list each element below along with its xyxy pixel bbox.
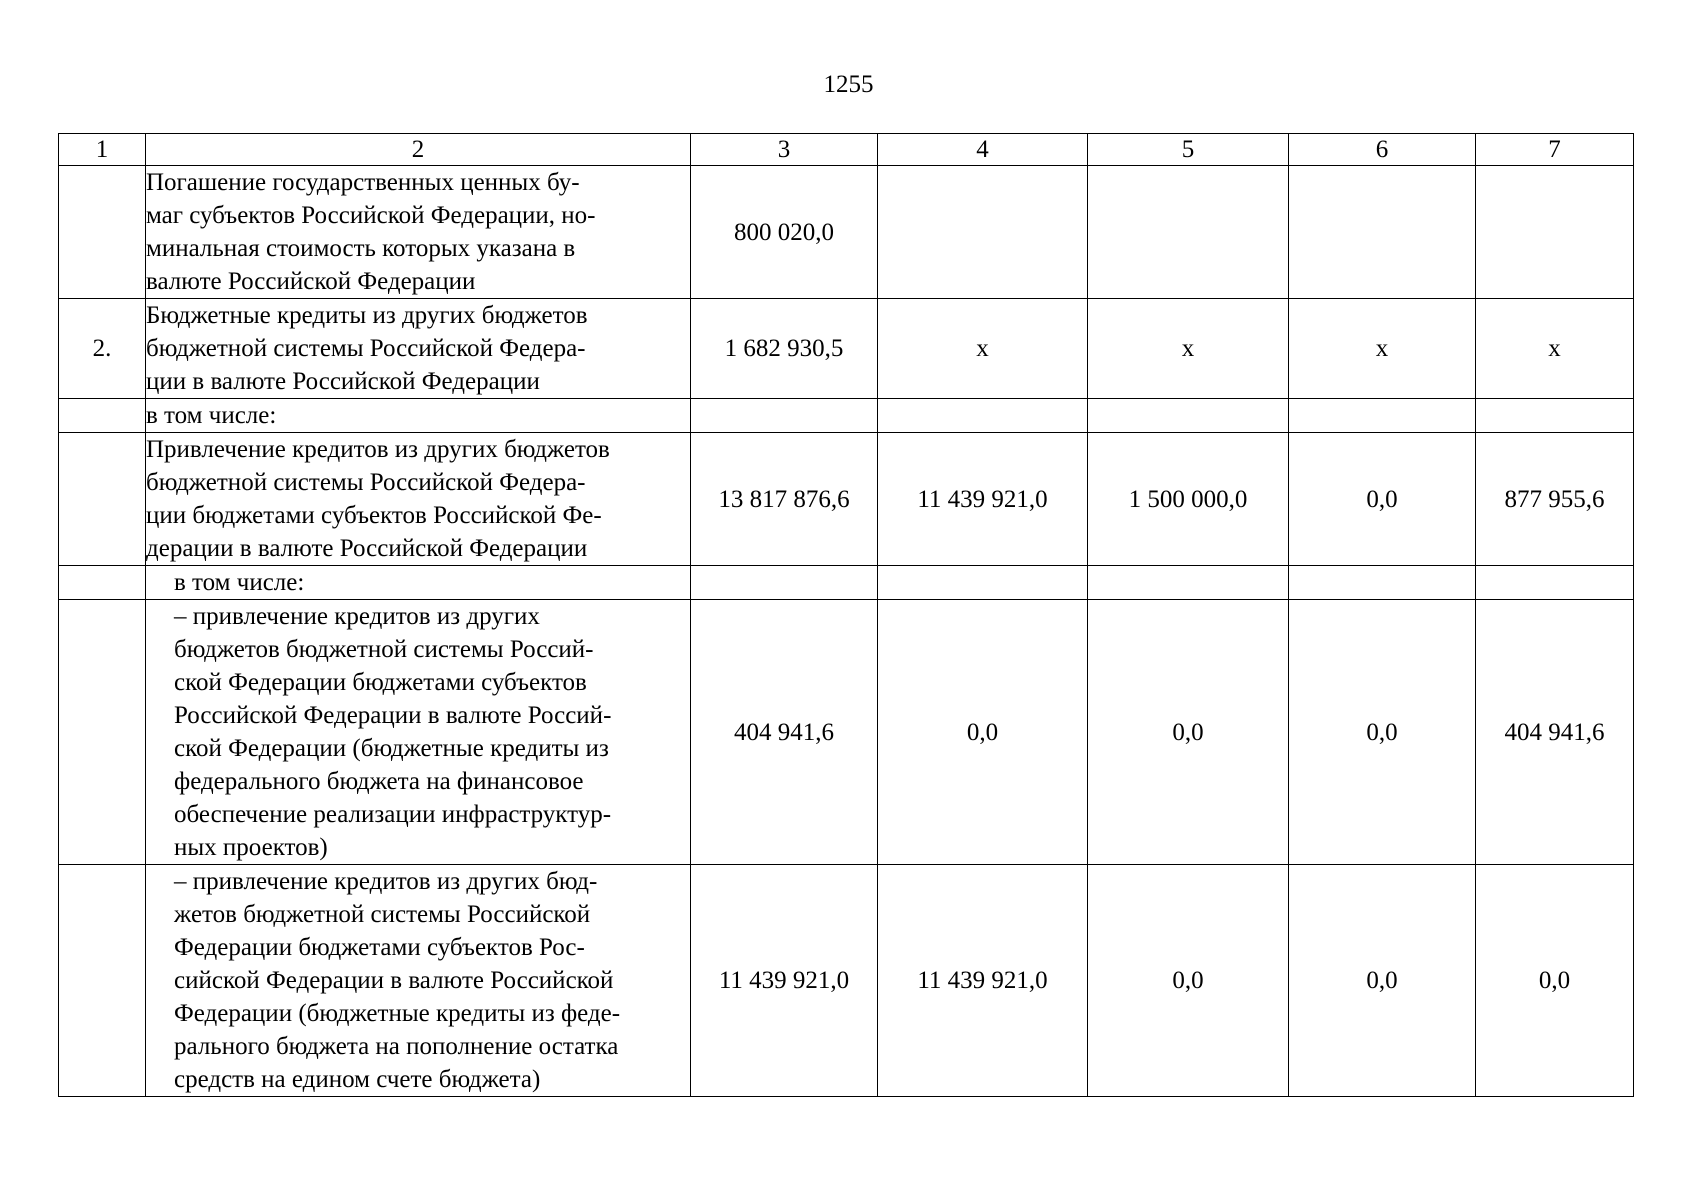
value-cell-col3: 404 941,6 <box>691 600 878 865</box>
description-line: – привлечение кредитов из других <box>174 603 540 630</box>
value-cell-col5: 0,0 <box>1088 865 1289 1097</box>
row-description-cell <box>146 566 691 600</box>
table-row <box>59 566 1634 600</box>
row-description-cell <box>146 433 691 566</box>
value-cell-col7: х <box>1476 299 1634 399</box>
value-cell-col6: 0,0 <box>1289 600 1476 865</box>
description-line: в том числе: <box>146 402 277 429</box>
row-number-cell <box>59 865 146 1097</box>
header-cell-6: 6 <box>1289 134 1476 166</box>
budget-sources-table <box>58 133 1634 1097</box>
table-row <box>59 299 1634 399</box>
value-cell-col5: х <box>1088 299 1289 399</box>
value-cell-col4: 0,0 <box>878 600 1088 865</box>
value-cell-col4 <box>878 399 1088 433</box>
value-cell-col7 <box>1476 166 1634 299</box>
description-line: минальная стоимость которых указана в <box>146 235 576 262</box>
table-row <box>59 865 1634 1097</box>
value-cell-col6: х <box>1289 299 1476 399</box>
header-cell-5: 5 <box>1088 134 1289 166</box>
row-number-cell: 2. <box>59 299 146 399</box>
table-row <box>59 399 1634 433</box>
row-description-cell <box>146 865 691 1097</box>
value-cell-col4: х <box>878 299 1088 399</box>
row-number-cell <box>59 566 146 600</box>
description-line: в том числе: <box>174 569 305 596</box>
description-line: ции бюджетами субъектов Российской Фе- <box>146 502 602 529</box>
column-number-header-row <box>59 134 1634 166</box>
page-number: 1255 <box>823 71 874 98</box>
value-cell-col5 <box>1088 566 1289 600</box>
table-row <box>59 166 1634 299</box>
description-line: валюте Российской Федерации <box>146 268 476 295</box>
table-row <box>59 433 1634 566</box>
description-line: средств на едином счете бюджета) <box>174 1066 541 1093</box>
description-line: маг субъектов Российской Федерации, но- <box>146 202 596 229</box>
description-line: Федерации бюджетами субъектов Рос- <box>174 934 585 961</box>
value-cell-col3: 13 817 876,6 <box>691 433 878 566</box>
value-cell-col7 <box>1476 566 1634 600</box>
row-description-cell <box>146 399 691 433</box>
description-line: рального бюджета на пополнение остатка <box>174 1033 619 1060</box>
value-cell-col6 <box>1289 166 1476 299</box>
header-cell-7: 7 <box>1476 134 1634 166</box>
value-cell-col5: 1 500 000,0 <box>1088 433 1289 566</box>
value-cell-col4 <box>878 566 1088 600</box>
description-line: Федерации (бюджетные кредиты из феде- <box>174 1000 621 1027</box>
description-line: ных проектов) <box>174 834 328 861</box>
description-line: – привлечение кредитов из других бюд- <box>174 868 598 895</box>
row-description-cell <box>146 166 691 299</box>
description-line: обеспечение реализации инфраструктур- <box>174 801 612 828</box>
description-line: Бюджетные кредиты из других бюджетов <box>146 302 588 329</box>
header-cell-2: 2 <box>146 134 691 166</box>
description-line: ской Федерации бюджетами субъектов <box>174 669 587 696</box>
value-cell-col6 <box>1289 566 1476 600</box>
value-cell-col3: 11 439 921,0 <box>691 865 878 1097</box>
description-line: сийской Федерации в валюте Российской <box>174 967 614 994</box>
value-cell-col3 <box>691 566 878 600</box>
value-cell-col6: 0,0 <box>1289 865 1476 1097</box>
description-line: жетов бюджетной системы Российской <box>174 901 591 928</box>
row-number-cell <box>59 433 146 566</box>
description-line: бюджетной системы Российской Федера- <box>146 335 586 362</box>
value-cell-col7 <box>1476 399 1634 433</box>
description-line: ции в валюте Российской Федерации <box>146 368 540 395</box>
value-cell-col4: 11 439 921,0 <box>878 865 1088 1097</box>
value-cell-col5: 0,0 <box>1088 600 1289 865</box>
description-line: федерального бюджета на финансовое <box>174 768 584 795</box>
row-description-cell <box>146 600 691 865</box>
description-line: дерации в валюте Российской Федерации <box>146 535 588 562</box>
value-cell-col3: 800 020,0 <box>691 166 878 299</box>
description-line: бюджетов бюджетной системы Россий- <box>174 636 594 663</box>
row-number-cell <box>59 600 146 865</box>
value-cell-col7: 0,0 <box>1476 865 1634 1097</box>
value-cell-col6 <box>1289 399 1476 433</box>
value-cell-col3 <box>691 399 878 433</box>
value-cell-col7: 404 941,6 <box>1476 600 1634 865</box>
table-row <box>59 600 1634 865</box>
description-line: Российской Федерации в валюте Россий- <box>174 702 612 729</box>
value-cell-col3: 1 682 930,5 <box>691 299 878 399</box>
row-description-cell <box>146 299 691 399</box>
description-line: Привлечение кредитов из других бюджетов <box>146 436 610 463</box>
row-number-cell <box>59 399 146 433</box>
header-cell-3: 3 <box>691 134 878 166</box>
description-line: Погашение государственных ценных бу- <box>146 169 580 196</box>
row-number-cell <box>59 166 146 299</box>
description-line: ской Федерации (бюджетные кредиты из <box>174 735 609 762</box>
value-cell-col4: 11 439 921,0 <box>878 433 1088 566</box>
value-cell-col6: 0,0 <box>1289 433 1476 566</box>
value-cell-col4 <box>878 166 1088 299</box>
value-cell-col5 <box>1088 166 1289 299</box>
header-cell-1: 1 <box>59 134 146 166</box>
value-cell-col5 <box>1088 399 1289 433</box>
header-cell-4: 4 <box>878 134 1088 166</box>
value-cell-col7: 877 955,6 <box>1476 433 1634 566</box>
description-line: бюджетной системы Российской Федера- <box>146 469 586 496</box>
